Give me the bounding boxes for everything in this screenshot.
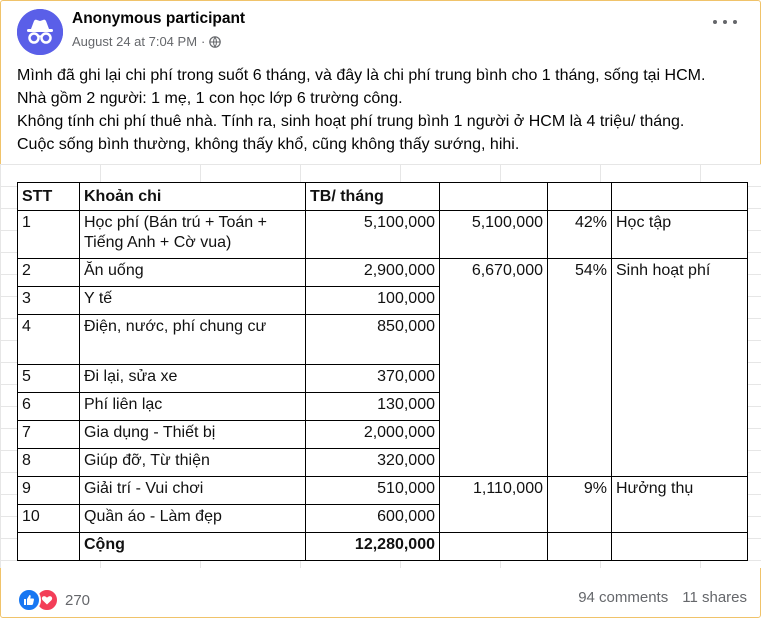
cell-item: Ăn uống (80, 259, 306, 287)
cell-stt: 6 (18, 393, 80, 421)
header-category (612, 183, 748, 211)
comments-link[interactable]: 94 comments (578, 589, 669, 606)
shares-link[interactable]: 11 shares (682, 589, 747, 606)
total-amount: 12,280,000 (306, 533, 440, 561)
avatar[interactable] (17, 9, 63, 55)
post-text (17, 64, 752, 156)
expense-table (17, 182, 748, 561)
cell-amount: 2,000,000 (306, 421, 440, 449)
cell-stt: 2 (18, 259, 80, 287)
cell-item: Giúp đỡ, Từ thiện (80, 449, 306, 477)
author-name[interactable]: Anonymous participant (72, 10, 246, 27)
cell-item: Điện, nước, phí chung cư (80, 315, 306, 365)
total-label: Cộng (80, 533, 306, 561)
group-percent: 9% (548, 477, 612, 533)
cell-amount: 600,000 (306, 505, 440, 533)
post-meta (72, 34, 221, 49)
cell-empty (18, 533, 80, 561)
group-category: Hưởng thụ (612, 477, 748, 533)
cell-item: Phí liên lạc (80, 393, 306, 421)
meta-separator: · (201, 34, 206, 49)
reaction-count: 270 (65, 591, 91, 609)
engagement-stats (578, 589, 747, 606)
cell-empty (548, 533, 612, 561)
header-percent (548, 183, 612, 211)
cell-item: Y tế (80, 287, 306, 315)
group-category: Sinh hoạt phí (612, 259, 748, 477)
post-text-line: Nhà gồm 2 người: 1 mẹ, 1 con học lớp 6 trường công. (17, 90, 403, 107)
group-subtotal: 5,100,000 (440, 211, 548, 259)
cell-stt: 1 (18, 211, 80, 259)
group-percent: 42% (548, 211, 612, 259)
cell-amount: 2,900,000 (306, 259, 440, 287)
post-text-line: Mình đã ghi lại chi phí trong suốt 6 tháng, và đây là chi phí trung bình cho 1 tháng, sống tại HCM. (17, 67, 706, 84)
group-subtotal: 1,110,000 (440, 477, 548, 533)
dot-icon (713, 20, 717, 24)
dot-icon (733, 20, 737, 24)
cell-amount: 370,000 (306, 365, 440, 393)
cell-amount: 850,000 (306, 315, 440, 365)
cell-amount: 320,000 (306, 449, 440, 477)
cell-amount: 130,000 (306, 393, 440, 421)
cell-stt: 5 (18, 365, 80, 393)
group-percent: 54% (548, 259, 612, 477)
cell-stt: 4 (18, 315, 80, 365)
incognito-icon (17, 9, 63, 55)
globe-icon (209, 36, 221, 48)
table-row (18, 477, 748, 505)
more-options-button[interactable] (713, 12, 737, 32)
header-stt: STT (18, 183, 80, 211)
cell-item: Đi lại, sửa xe (80, 365, 306, 393)
post-timestamp[interactable]: August 24 at 7:04 PM (72, 34, 198, 49)
table-row (18, 211, 748, 259)
cell-item: Giải trí - Vui chơi (80, 477, 306, 505)
cell-empty (612, 533, 748, 561)
cell-amount: 100,000 (306, 287, 440, 315)
post-text-line: Không tính chi phí thuê nhà. Tính ra, sinh hoạt phí trung bình 1 người ở HCM là 4 triệu/ tháng. (17, 113, 685, 130)
cell-amount: 510,000 (306, 477, 440, 505)
dot-icon (723, 20, 727, 24)
cell-stt: 9 (18, 477, 80, 505)
header-item: Khoản chi (80, 183, 306, 211)
group-subtotal: 6,670,000 (440, 259, 548, 477)
table-header-row (18, 183, 748, 211)
cell-stt: 8 (18, 449, 80, 477)
table-total-row (18, 533, 748, 561)
spreadsheet-image[interactable] (0, 164, 761, 568)
cell-stt: 10 (18, 505, 80, 533)
cell-item: Quần áo - Làm đẹp (80, 505, 306, 533)
header-subtotal (440, 183, 548, 211)
header-amount: TB/ tháng (306, 183, 440, 211)
reactions-summary[interactable] (17, 588, 90, 612)
cell-stt: 3 (18, 287, 80, 315)
cell-item: Gia dụng - Thiết bị (80, 421, 306, 449)
like-icon (17, 588, 41, 612)
cell-amount: 5,100,000 (306, 211, 440, 259)
group-category: Học tập (612, 211, 748, 259)
cell-item: Học phí (Bán trú + Toán + Tiếng Anh + Cờ vua) (80, 211, 306, 259)
table-row (18, 259, 748, 287)
cell-empty (440, 533, 548, 561)
post-text-line: Cuộc sống bình thường, không thấy khổ, cũng không thấy sướng, hihi. (17, 136, 520, 153)
cell-stt: 7 (18, 421, 80, 449)
